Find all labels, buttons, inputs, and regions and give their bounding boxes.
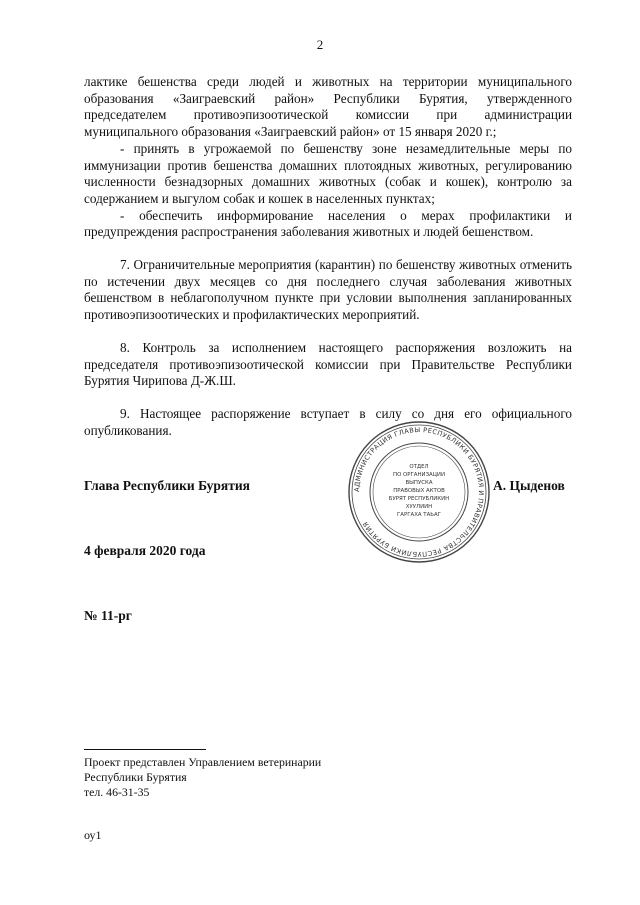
stamp-line: ОТДЕЛ: [409, 464, 429, 470]
signatory-position: Глава Республики Бурятия: [84, 478, 250, 493]
footnote-phone: тел. 46-31-35: [84, 785, 150, 799]
footnote-line: Республики Бурятия: [84, 770, 187, 784]
paragraph-immunization: - принять в угрожаемой по бешенству зоне незамедлительные меры по иммунизации против бешенства домашних плотоядных животных, регулированию численности безнадзорных домашних животных (собак и кошек), контролю за содержанием и выгулом собак и кошек в населенных пунктах;: [84, 140, 572, 206]
footnote-divider: [84, 749, 206, 750]
paragraph-informing: - обеспечить информирование населения о мерах профилактики и предупреждения распространения заболевания животных и людей бешенством.: [84, 207, 572, 240]
official-stamp: [346, 419, 492, 565]
stamp-line: ПО ОРГАНИЗАЦИИ: [393, 472, 445, 478]
footnote-line: Проект представлен Управлением ветеринарии: [84, 755, 322, 769]
stamp-ring-text: АДМИНИСТРАЦИЯ ГЛАВЫ РЕСПУБЛИКИ БУРЯТИЯ И ПРАВИТЕЛЬСТВА РЕСПУБЛИКИ БУРЯТИЯ: [352, 425, 486, 559]
stamp-line: БУРЯТ РЕСПУБЛИКИН: [388, 496, 450, 502]
document-body: [84, 74, 572, 439]
paragraph-7: 7. Ограничительные мероприятия (карантин) по бешенству животных отменить по истечении двух месяцев со дня последнего случая заболевания животных бешенством в неблагополучном пункте при условии выполнения запланированных противоэпизоотических и профилактических мероприятий.: [84, 257, 572, 323]
stamp-line: ВЫПУСКА: [405, 480, 433, 486]
stamp-line: ГАРГАХА ТАЬАГ: [397, 512, 441, 518]
document-number: № 11-рг: [84, 608, 132, 623]
paragraph-9: 9. Настоящее распоряжение вступает в силу со дня его официального опубликования.: [84, 405, 572, 438]
stamp-line: ХУУЛИИН: [405, 504, 433, 510]
page-number: 2: [316, 37, 324, 52]
paragraph-8: 8. Контроль за исполнением настоящего распоряжения возложить на председателя противоэпизоотической комиссии при Правительстве Республики Бурятия Чирипова Д-Ж.Ш.: [84, 339, 572, 389]
stamp-line: ПРАВОВЫХ АКТОВ: [393, 488, 445, 494]
footnote: [84, 755, 321, 800]
document-code: оу1: [84, 828, 102, 842]
document-date: 4 февраля 2020 года: [84, 543, 206, 558]
paragraph-continuation: лактике бешенства среди людей и животных на территории муниципального образования «Заиграевский район» Республики Бурятия, утвержденного председателем противоэпизоотической комиссии при администрации муниципального образования «Заиграевский район» от 15 января 2020 г.;: [84, 74, 572, 140]
signatory-name: А. Цыденов: [493, 478, 565, 493]
